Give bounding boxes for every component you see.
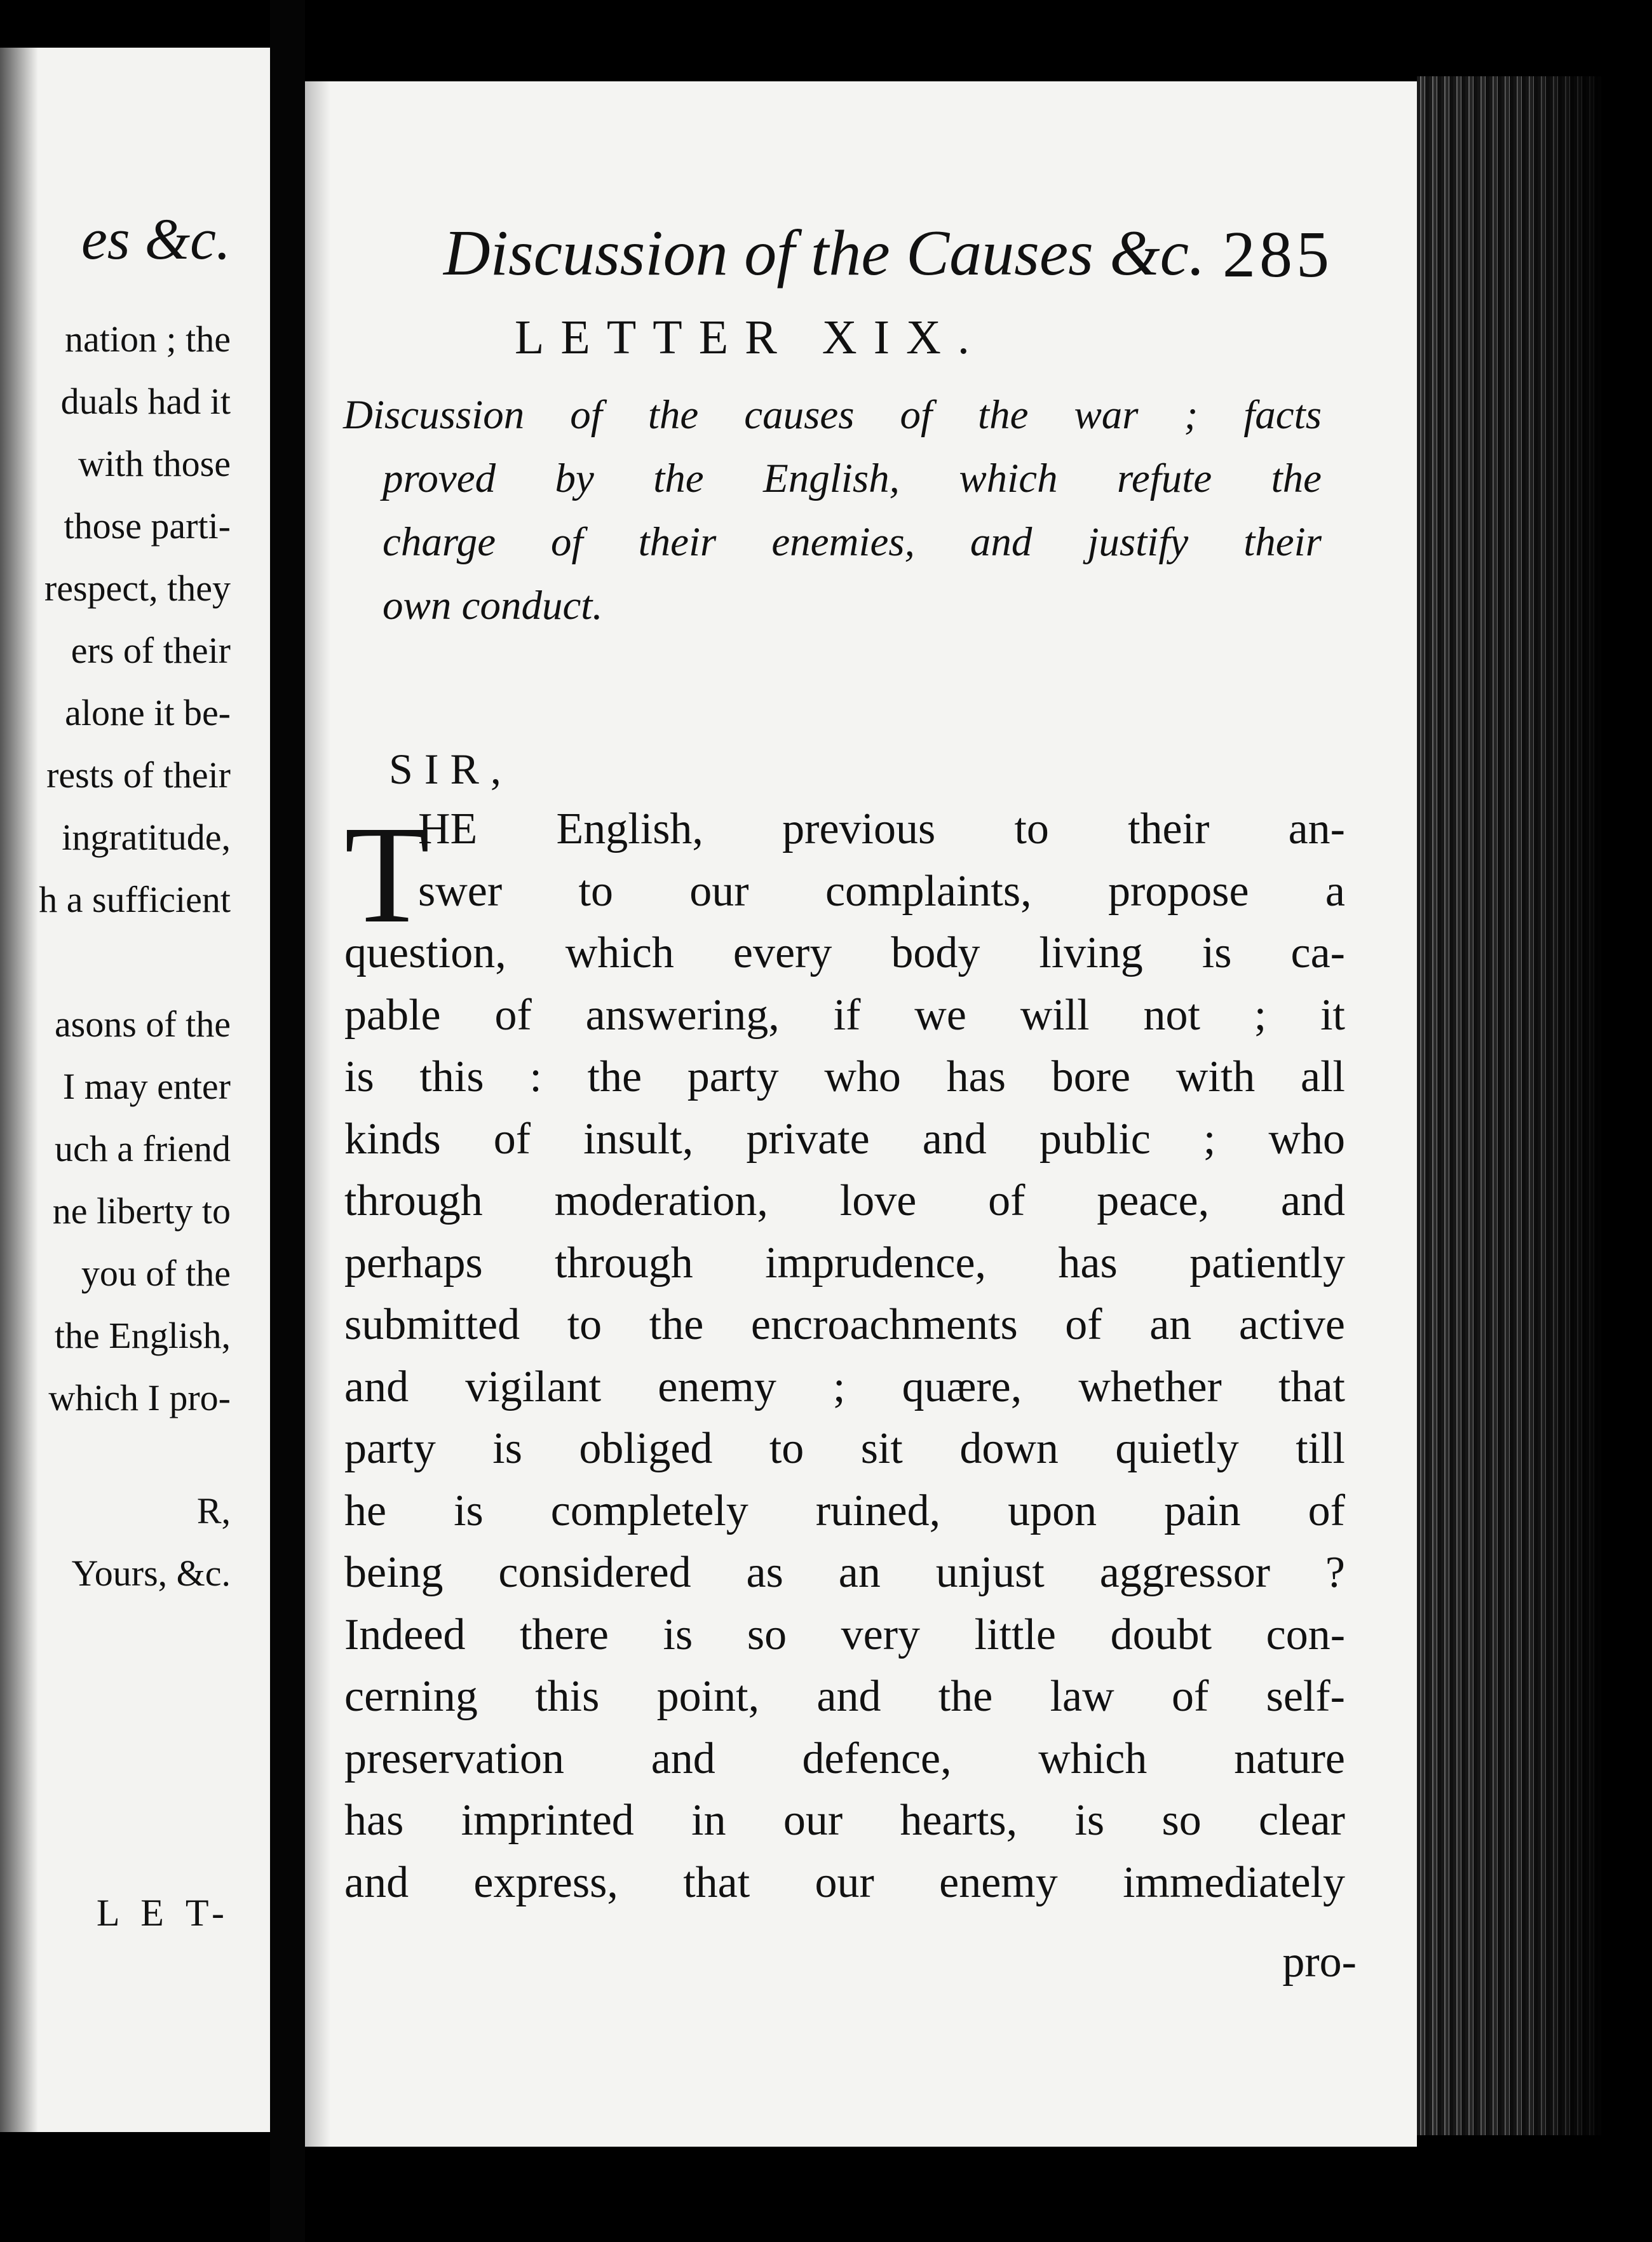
- book-page-edges-shadow: [1417, 76, 1601, 2135]
- body-line: swer to our complaints, propose a: [418, 866, 1345, 916]
- left-text-line: you of the: [81, 1253, 231, 1294]
- left-valediction: Yours, &c.: [71, 1552, 231, 1594]
- left-text-line: those parti-: [64, 505, 231, 547]
- page-number: 285: [1222, 218, 1333, 291]
- catchword: pro-: [1282, 1938, 1357, 1987]
- left-text-line: nation ; the: [65, 318, 231, 360]
- left-text-line: respect, they: [44, 567, 231, 609]
- body-line: party is obliged to sit down quietly till: [344, 1424, 1345, 1473]
- body-text: [344, 798, 1345, 1913]
- body-line: and express, that our enemy immediately: [344, 1858, 1345, 1907]
- left-text-line: with those: [78, 443, 231, 484]
- body-line: pable of answering, if we will not ; it: [344, 990, 1345, 1040]
- left-catchword: L E T-: [96, 1892, 231, 1934]
- summary-line: charge of their enemies, and justify their: [383, 519, 1322, 565]
- body-line: has imprinted in our hearts, is so clear: [344, 1796, 1345, 1845]
- left-running-head: es &c.: [81, 207, 231, 271]
- body-line: he is completely ruined, upon pain of: [344, 1486, 1345, 1535]
- left-text-line: the English,: [54, 1315, 231, 1356]
- body-line: preservation and defence, which nature: [344, 1734, 1345, 1783]
- left-page-fragment: [0, 48, 270, 2132]
- body-line: is this : the party who has bore with all: [344, 1052, 1345, 1101]
- right-page: [305, 81, 1417, 2147]
- page-shade: [305, 81, 330, 2147]
- body-line: submitted to the encroachments of an active: [344, 1300, 1345, 1349]
- body-line: perhaps through imprudence, has patiently: [344, 1238, 1345, 1287]
- left-text-line: I may enter: [62, 1066, 231, 1107]
- summary-line: proved by the English, which refute the: [383, 456, 1322, 501]
- body-line: kinds of insult, private and public ; who: [344, 1114, 1345, 1164]
- body-line: Indeed there is so very little doubt con-: [344, 1610, 1345, 1659]
- book-gutter: [270, 0, 305, 2242]
- left-closing-line: R,: [196, 1490, 231, 1532]
- body-line: question, which every body living is ca-: [344, 928, 1345, 977]
- left-text-line: uch a friend: [55, 1128, 231, 1169]
- letter-heading: LETTER XIX.: [515, 311, 986, 364]
- letter-summary: [343, 383, 1322, 637]
- left-page-shadow: [0, 48, 38, 2132]
- summary-line: Discussion of the causes of the war ; facts: [343, 392, 1322, 438]
- body-line: being considered as an unjust aggressor ?: [344, 1548, 1345, 1597]
- body-line: through moderation, love of peace, and: [344, 1176, 1345, 1225]
- left-text-line: alone it be-: [65, 692, 231, 733]
- body-line: cerning this point, and the law of self-: [344, 1672, 1345, 1721]
- drop-cap: T: [344, 797, 430, 952]
- left-text-line: ingratitude,: [62, 817, 231, 858]
- left-text-line: ne liberty to: [52, 1190, 231, 1232]
- left-text-line: rests of their: [46, 754, 231, 796]
- summary-line: own conduct.: [383, 583, 603, 628]
- left-text-line: which I pro-: [48, 1377, 231, 1418]
- body-line: HE English, previous to their an-: [418, 805, 1345, 853]
- left-text-line: asons of the: [54, 1003, 231, 1045]
- body-line: and vigilant enemy ; quære, whether that: [344, 1362, 1345, 1411]
- running-head-title: Discussion of the Causes &c.: [443, 217, 1205, 289]
- running-head: [443, 212, 1333, 301]
- left-text-line: duals had it: [60, 381, 231, 422]
- left-text-line: h a sufficient: [39, 879, 231, 920]
- left-text-line: ers of their: [71, 630, 231, 671]
- salutation: SIR,: [389, 745, 513, 793]
